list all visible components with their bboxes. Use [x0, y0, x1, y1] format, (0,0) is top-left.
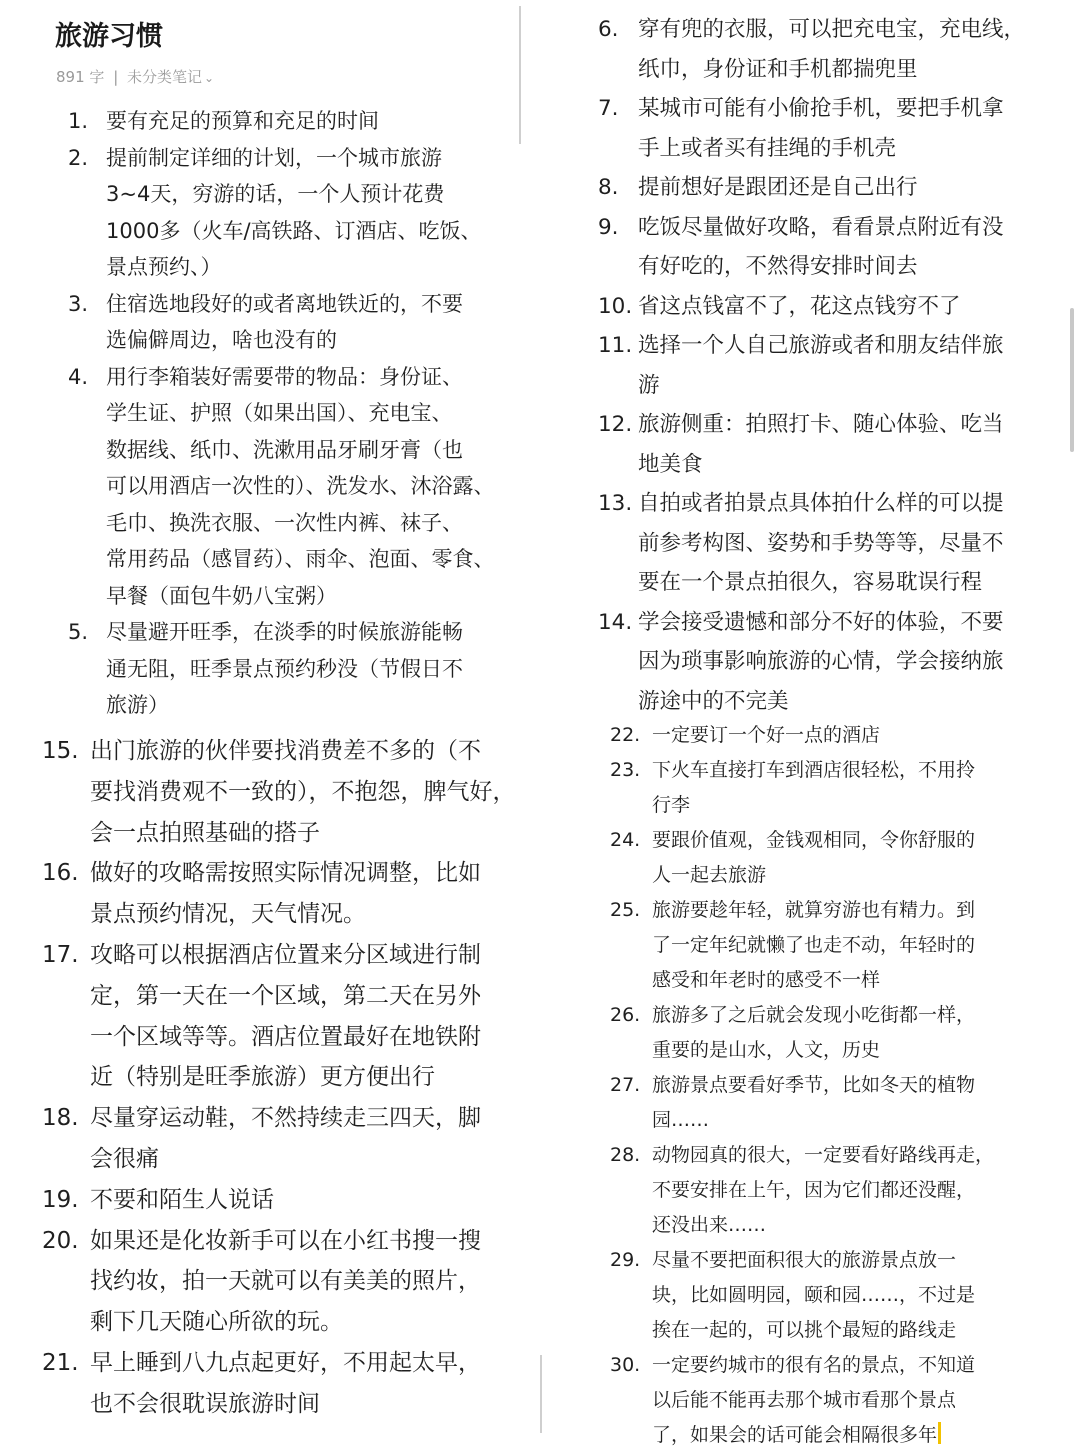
item-number: 22.	[610, 724, 641, 746]
item-text: 早上睡到八九点起更好，不用起太早， 也不会很耽误旅游时间	[90, 1349, 481, 1417]
list-item	[598, 168, 1038, 208]
list-column-b	[42, 731, 522, 1425]
item-text: 旅游景点要看好季节，比如冬天的植物 园……	[652, 1074, 976, 1131]
list-item	[42, 1098, 522, 1180]
list-column-c	[598, 10, 1038, 721]
list-item	[42, 935, 522, 1098]
item-text: 旅游多了之后就会发现小吃街都一样， 重要的是山水，人文，历史	[652, 1004, 976, 1061]
item-number: 13.	[598, 491, 633, 516]
item-number: 4.	[68, 364, 89, 389]
item-number: 12.	[598, 412, 633, 437]
item-number: 11.	[598, 333, 633, 358]
item-number: 16.	[42, 860, 79, 887]
item-text: 攻略可以根据酒店位置来分区域进行制 定，第一天在一个区域，第二天在另外 一个区域等等。酒店位置最好在地铁附 近（特别是旺季旅游）更方便出行	[90, 941, 481, 1091]
item-number: 19.	[42, 1186, 79, 1213]
category-label: 未分类笔记	[127, 68, 203, 86]
list-item	[610, 823, 1030, 893]
list-item	[610, 998, 1030, 1068]
list-item	[598, 405, 1038, 484]
list-item	[42, 1221, 522, 1343]
item-text: 选择一个人自己旅游或者和朋友结伴旅 游	[638, 333, 1004, 398]
meta-separator: |	[113, 68, 119, 86]
item-text: 尽量不要把面积很大的旅游景点放一 块，比如圆明园，颐和园……，不过是 挨在一起的，可以挑个最短的路线走	[652, 1249, 976, 1341]
item-text: 尽量避开旺季，在淡季的时候旅游能畅 通无阻，旺季景点预约秒没（节假日不 旅游）	[106, 620, 463, 717]
list-item	[610, 1348, 1030, 1453]
item-number: 7.	[598, 96, 619, 121]
item-text: 省这点钱富不了，花这点钱穷不了	[638, 293, 961, 319]
list-item	[68, 140, 508, 286]
item-text: 提前制定详细的计划，一个城市旅游 3~4天，穷游的话，一个人预计花费 1000多（火车/高铁路、订酒店、吃饭、 景点预约、）	[106, 145, 482, 279]
item-number: 21.	[42, 1349, 79, 1376]
list-column-a	[68, 103, 508, 724]
item-number: 10.	[598, 293, 633, 319]
list-item	[610, 1138, 1030, 1243]
list-item	[42, 731, 522, 853]
list-item	[610, 893, 1030, 998]
text-cursor	[938, 1422, 941, 1444]
item-number: 26.	[610, 1004, 641, 1026]
list-item	[610, 753, 1030, 823]
item-number: 17.	[42, 941, 79, 968]
item-number: 29.	[610, 1249, 641, 1271]
item-number: 20.	[42, 1227, 79, 1254]
word-count: 891 字	[56, 68, 105, 86]
item-number: 14.	[598, 609, 633, 635]
item-text: 要跟价值观，金钱观相同，令你舒服的 人一起去旅游	[652, 829, 976, 886]
item-number: 1.	[68, 109, 89, 133]
item-text: 学会接受遗憾和部分不好的体验，不要 因为琐事影响旅游的心情，学会接纳旅 游途中的不完美	[638, 609, 1004, 714]
scrollbar[interactable]	[1070, 308, 1074, 452]
list-item	[598, 603, 1038, 722]
item-text: 提前想好是跟团还是自己出行	[638, 175, 918, 200]
list-item	[598, 326, 1038, 405]
column-divider-bottom	[540, 1355, 542, 1433]
item-number: 27.	[610, 1074, 641, 1096]
chevron-down-icon: ⌄	[204, 71, 215, 85]
list-item	[598, 208, 1038, 287]
item-text: 一定要约城市的很有名的景点，不知道 以后能不能再去那个城市看那个景点 了，如果会的话可能会相隔很多年	[652, 1354, 976, 1446]
item-text: 穿有兜的衣服，可以把充电宝，充电线， 纸巾，身份证和手机都揣兜里	[638, 17, 1026, 82]
list-item	[42, 853, 522, 935]
column-divider-top	[519, 6, 521, 144]
note-meta	[56, 66, 214, 87]
item-text: 旅游侧重：拍照打卡、随心体验、吃当 地美食	[638, 412, 1004, 477]
list-item	[68, 359, 508, 615]
item-number: 15.	[42, 738, 79, 764]
item-text: 用行李箱装好需要带的物品：身份证、 学生证、护照（如果出国）、充电宝、 数据线、纸巾、洗漱用品牙刷牙膏（也 可以用酒店一次性的）、洗发水、沐浴露、 毛巾、换洗衣服、一次性内裤、袜子、 常用药品（感冒药）、雨伞、泡面、零食、 早餐（面包牛奶八宝粥）	[106, 364, 495, 608]
list-item	[68, 103, 508, 140]
item-text: 出门旅游的伙伴要找消费差不多的（不 要找消费观不一致的），不抱怨，脾气好， 会一点拍照基础的搭子	[90, 738, 516, 846]
list-column-d	[610, 718, 1030, 1453]
item-text: 动物园真的很大，一定要看好路线再走， 不要安排在上午，因为它们都还没醒， 还没出来……	[652, 1144, 995, 1236]
item-text: 做好的攻略需按照实际情况调整，比如 景点预约情况，天气情况。	[90, 860, 481, 928]
list-item	[610, 1243, 1030, 1348]
item-number: 5.	[68, 620, 89, 644]
item-number: 8.	[598, 175, 619, 200]
item-text: 不要和陌生人说话	[90, 1186, 274, 1213]
item-number: 3.	[68, 291, 89, 316]
item-number: 18.	[42, 1105, 79, 1132]
item-text: 自拍或者拍景点具体拍什么样的可以提 前参考构图、姿势和手势等等，尽量不 要在一个景点拍很久，容易耽误行程	[638, 491, 1004, 595]
item-text: 吃饭尽量做好攻略，看看景点附近有没 有好吃的，不然得安排时间去	[638, 214, 1004, 279]
item-text: 要有充足的预算和充足的时间	[106, 109, 379, 133]
item-number: 2.	[68, 145, 89, 170]
list-item	[42, 1180, 522, 1221]
list-item	[610, 1068, 1030, 1138]
list-item	[598, 89, 1038, 168]
item-number: 23.	[610, 759, 641, 781]
list-item	[68, 286, 508, 359]
item-number: 9.	[598, 214, 619, 240]
item-text: 如果还是化妆新手可以在小红书搜一搜 找约妆，拍一天就可以有美美的照片， 剩下几天随心所欲的玩。	[90, 1227, 481, 1336]
item-text: 下火车直接打车到酒店很轻松，不用拎 行李	[652, 759, 976, 816]
item-number: 6.	[598, 17, 619, 42]
category-selector[interactable]	[127, 68, 214, 86]
item-text: 一定要订一个好一点的酒店	[652, 724, 881, 746]
list-item	[598, 484, 1038, 603]
item-number: 25.	[610, 899, 641, 921]
item-text: 住宿选地段好的或者离地铁近的，不要 选偏僻周边，啥也没有的	[106, 291, 463, 352]
item-number: 30.	[610, 1354, 641, 1376]
list-item	[598, 10, 1038, 89]
item-text: 尽量穿运动鞋，不然持续走三四天，脚 会很痛	[90, 1105, 481, 1172]
list-item	[42, 1343, 522, 1425]
note-title: 旅游习惯	[55, 21, 163, 52]
item-number: 24.	[610, 829, 641, 851]
item-text: 旅游要趁年轻，就算穷游也有精力。到 了一定年纪就懒了也走不动，年轻时的 感受和年老时的感受不一样	[652, 899, 976, 991]
item-number: 28.	[610, 1144, 641, 1166]
list-item	[610, 718, 1030, 753]
list-item	[598, 287, 1038, 327]
item-text: 某城市可能有小偷抢手机，要把手机拿 手上或者买有挂绳的手机壳	[638, 96, 1004, 161]
list-item	[68, 614, 508, 724]
